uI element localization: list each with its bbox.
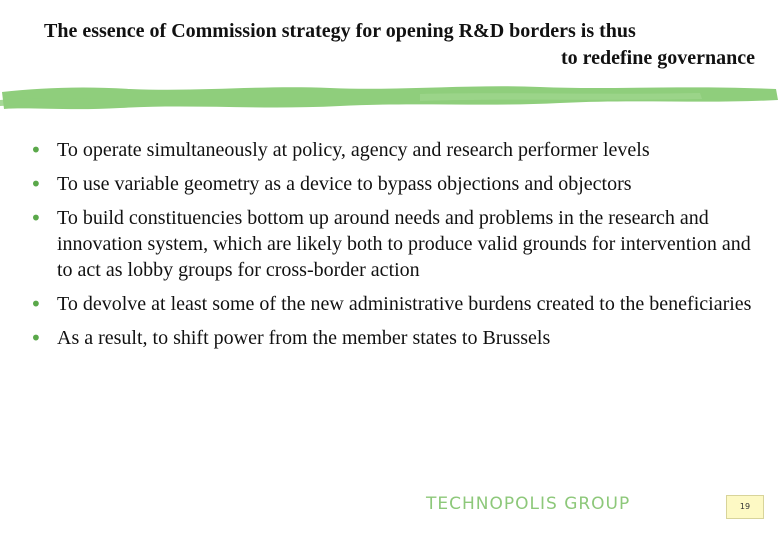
bullet-text: To build constituencies bottom up around needs and problems in the research and innovation system, which are likely both to produce valid grounds for intervention and to act as lobby groups for cross-border action <box>57 207 751 281</box>
bullet-dot-icon: • <box>30 172 42 196</box>
bullet-dot-icon: • <box>30 206 42 230</box>
bullet-dot-icon: • <box>30 138 42 162</box>
list-item <box>30 171 770 197</box>
page-number: 19 <box>726 495 764 519</box>
bullet-text: To operate simultaneously at policy, agency and research performer levels <box>57 139 650 161</box>
bullet-dot-icon: • <box>30 326 42 350</box>
bullet-text: To use variable geometry as a device to bypass objections and objectors <box>57 173 632 195</box>
bullet-list <box>30 137 770 359</box>
technopolis-group-logo: TECHNOPOLIS GROUP <box>426 494 631 514</box>
bullet-text: To devolve at least some of the new administrative burdens created to the beneficiaries <box>57 293 752 315</box>
list-item <box>30 291 770 317</box>
bullet-text: As a result, to shift power from the member states to Brussels <box>57 327 551 349</box>
slide-title <box>20 18 755 72</box>
list-item <box>30 137 770 163</box>
list-item <box>30 325 770 351</box>
slide-title-line-2: to redefine governance <box>560 47 755 69</box>
slide-title-line-1: The essence of Commission strategy for opening R&D borders is thus <box>44 20 636 42</box>
bullet-dot-icon: • <box>30 292 42 316</box>
title-underline-brush-stroke <box>0 80 780 124</box>
list-item <box>30 205 770 283</box>
